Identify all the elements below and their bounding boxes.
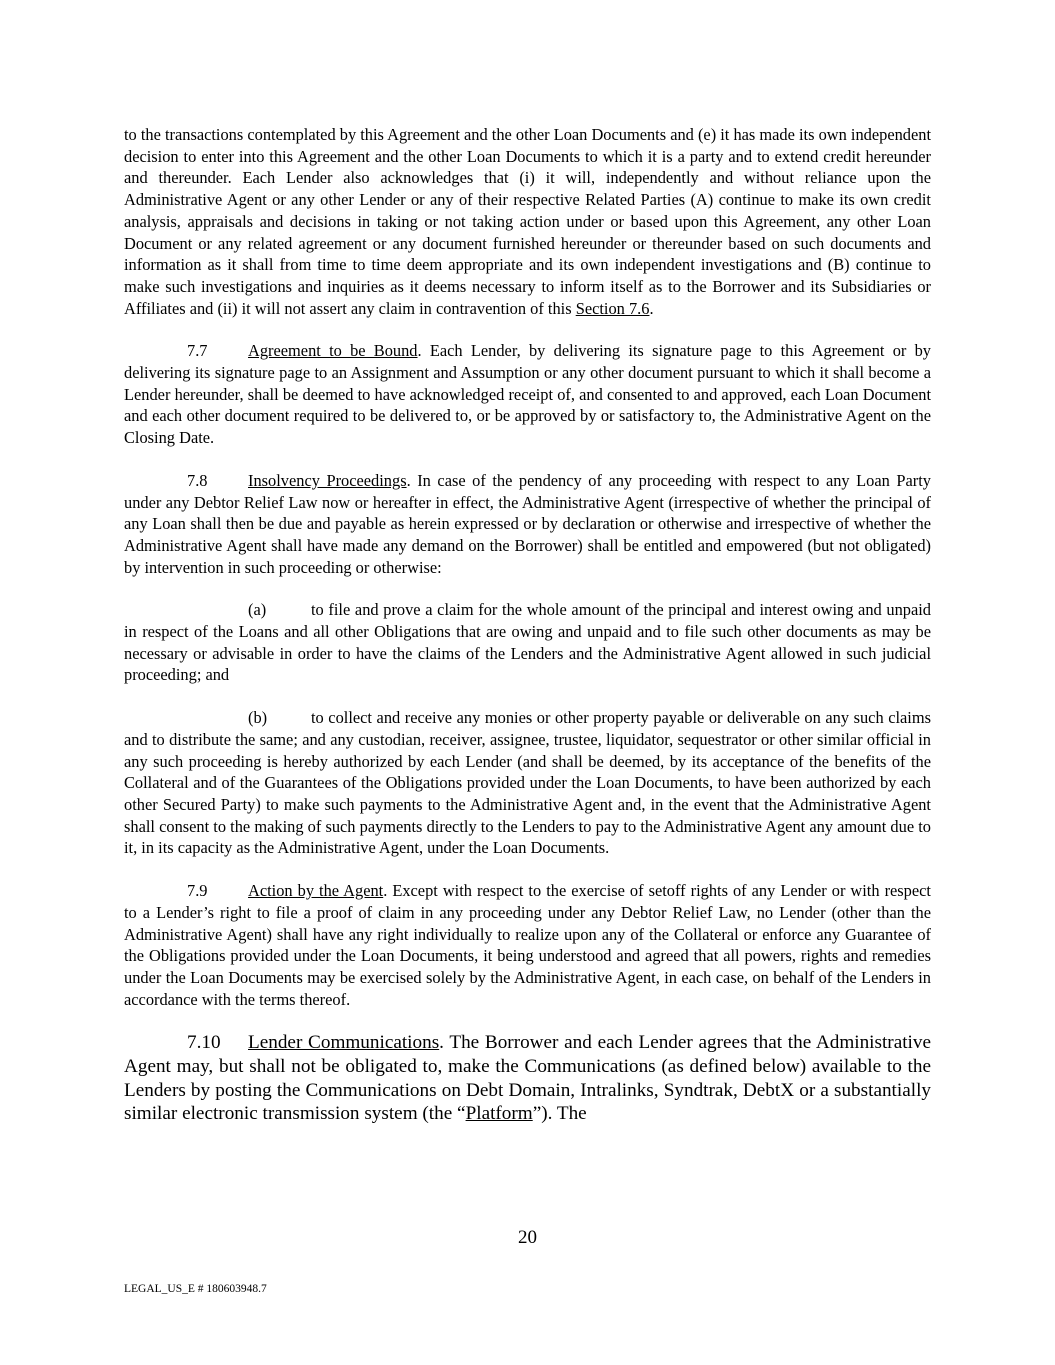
section-body: . In case of the pendency of any proceeding with respect to any Loan Party under any Debtor Relief Law now or hereafter in effect, the Administrative Agent (irrespective of whether the principal of any Loan shall then be due and payable as herein expressed or by declaration or otherwise and irrespective of whether the Administrative Agent shall have made any demand on the Borrower) shall be entitled and empowered (but not obligated) by intervention in such proceeding or otherwise: (124, 470, 931, 577)
paragraph-intro (124, 124, 931, 319)
section-body: . The Borrower and each Lender agrees that the Administrative Agent may, but shall not be obligated to, make the Communications (as defined below) available to the Lenders by posting the Communications on Debt Domain, Intralinks, Syndtrak, DebtX or a substantially similar electronic transmission system (the “ (124, 1032, 931, 1125)
footer-document-id: LEGAL_US_E # 180603948.7 (124, 1283, 267, 1295)
clause-number: (b) (248, 708, 268, 728)
clause-body: to file and prove a claim for the whole amount of the principal and interest owing and unpaid in respect of the Loans and all other Obligations that are owing and unpaid and to file such other documents as may be necessary or advisable in order to have the claims of the Lenders and the Administrative Agent allowed in such judicial proceeding; and (124, 600, 931, 685)
section-number: 7.9 (187, 881, 208, 901)
section-number: 7.7 (187, 341, 208, 361)
intro-text: to the transactions contemplated by this Agreement and the other Loan Documents and (e) it has made its own independent decision to enter into this Agreement and the other Loan Documents to which it is a party and to extend credit hereunder and thereunder. Each Lender also acknowledges that (i) it will, independently and without reliance upon the Administrative Agent or any other Lender or any of their respective Related Parties (A) continue to make its own credit analysis, appraisals and decisions in taking or not taking action under or based upon this Agreement, any other Loan Document or any related agreement or any document furnished hereunder or thereunder based on such documents and information as it shall from time to time deem appropriate and its own independent investigations and (B) continue to make such investigations and inquiries as it deems necessary to inform itself as to the Borrower and its Subsidiaries or Affiliates and (ii) it will not assert any claim in contravention of this (124, 125, 932, 318)
section-number: 7.10 (187, 1032, 221, 1054)
section-title: Action by the Agent (248, 881, 384, 901)
clause-7-8-b (124, 707, 931, 859)
section-body: . Except with respect to the exercise of setoff rights of any Lender or with respect to a Lender’s right to file a proof of claim in any proceeding under any Debtor Relief Law, no Lender (other than the Administrative Agent) shall have any right individually to realize upon any of the Collateral or enforce any Guarantee of the Obligations provided under the Loan Documents, it being understood and agreed that all powers, rights and remedies under the Loan Documents may be exercised solely by the Administrative Agent, in each case, on behalf of the Lenders in accordance with the terms thereof. (124, 881, 931, 1009)
section-title: Lender Communications (248, 1032, 440, 1054)
section-7-9 (124, 880, 931, 1010)
clause-7-8-a (124, 599, 931, 686)
section-title: Agreement to be Bound (248, 341, 418, 361)
section-body-tail: ”). The (532, 1103, 587, 1125)
section-7-8 (124, 470, 931, 579)
section-title: Insolvency Proceedings (248, 470, 407, 490)
clause-body: to collect and receive any monies or other property payable or deliverable on any such claims and to distribute the same; and any custodian, receiver, assignee, trustee, liquidator, sequestrator or other similar official in any such proceeding is hereby authorized by each Lender (and shall be deemed, by its acceptance of the benefits of the Collateral and of the Guarantees of the Obligations provided under the Loan Documents, to have been authorized by each other Secured Party) to make such payments to the Administrative Agent and, in the event that the Administrative Agent shall consent to the making of such payments directly to the Lenders to pay to the Administrative Agent any amount due to it, in its capacity as the Administrative Agent, under the Loan Documents. (124, 708, 931, 858)
clause-number: (a) (248, 600, 267, 620)
section-7-10 (124, 1031, 931, 1125)
section-body: . Each Lender, by delivering its signature page to this Agreement or by delivering its signature page to an Assignment and Assumption or any other document pursuant to which it shall become a Lender hereunder, shall be deemed to have acknowledged receipt of, and consented to and approved, each Loan Document and each other document required to be delivered to, or be approved by or satisfactory to, the Administrative Agent on the Closing Date. (124, 341, 931, 448)
platform-term: Platform (465, 1103, 533, 1125)
document-body (124, 124, 931, 1126)
section-number: 7.8 (187, 470, 208, 490)
intro-text-end: . (649, 298, 654, 318)
page-number: 20 (518, 1227, 537, 1248)
section-7-7 (124, 340, 931, 449)
section-7-6-reference: Section 7.6 (575, 298, 650, 318)
